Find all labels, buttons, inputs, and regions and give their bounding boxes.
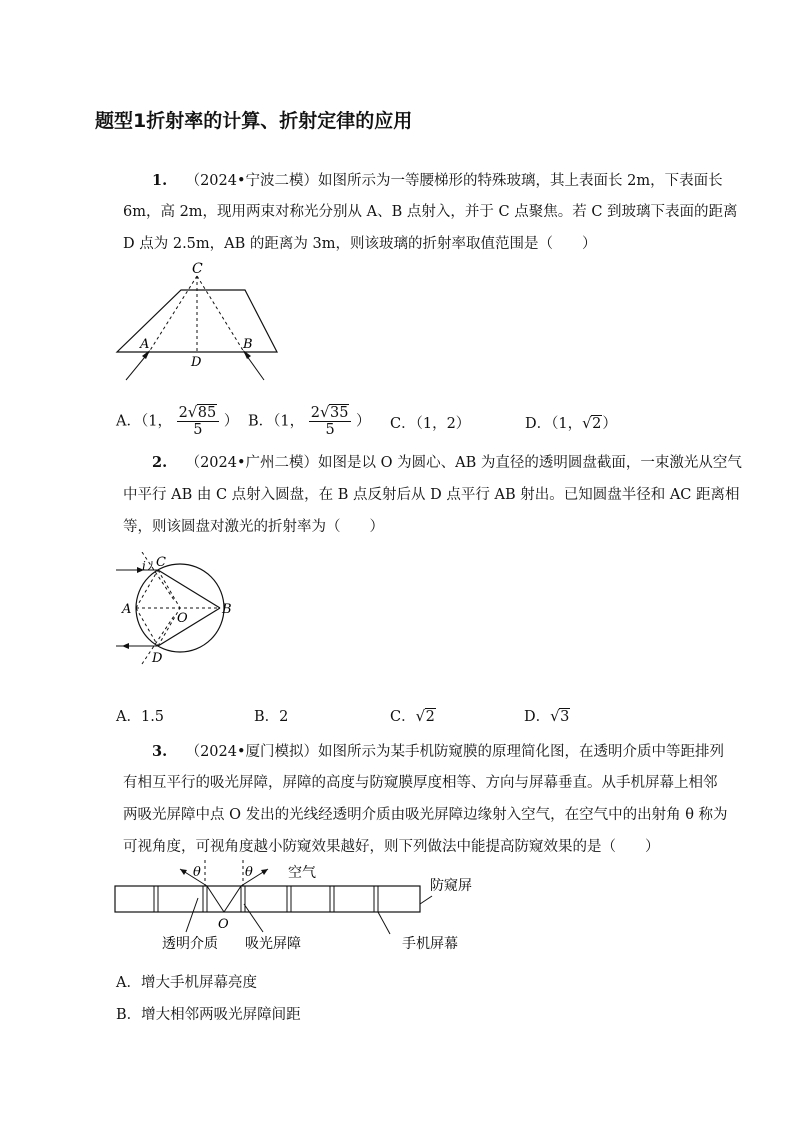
question-3-line-3: 两吸光屏障中点 O 发出的光线经透明介质由吸光屏障边缘射入空气，在空气中的出射角 θ 称为 — [123, 807, 728, 823]
q2-option-c[interactable]: C． √ 2 — [390, 707, 435, 725]
q2-d-radicand: 3 — [560, 709, 570, 725]
question-3-number: 3. — [152, 743, 168, 760]
label-o: O — [177, 611, 188, 626]
question-2-text-1: （2024•广州二模）如图是以 O 为圆心、AB 为直径的透明圆盘截面，一束激光从空气 — [185, 455, 742, 471]
medium-leader — [186, 898, 198, 932]
q1-option-a-label: A．（1， — [116, 413, 172, 430]
q2-c-radicand: 2 — [425, 709, 435, 725]
label-medium: 透明介质 — [162, 936, 218, 952]
q1-b-radicand: 35 — [329, 405, 349, 421]
radius-oc — [158, 570, 180, 608]
barrier-leader — [244, 904, 263, 932]
label-theta-left: θ — [193, 865, 201, 880]
label-o: O — [218, 917, 229, 932]
q1-option-a[interactable] — [116, 405, 238, 438]
chord-ac — [136, 570, 158, 608]
q1-b-den: 5 — [325, 422, 335, 438]
q1-option-d-close: ） — [602, 416, 617, 432]
question-1-line-1 — [152, 164, 723, 198]
screen-leader — [378, 912, 390, 934]
question-1-number: 1. — [152, 172, 168, 189]
q1-option-b-fraction: 2 √ 35 5 — [309, 405, 352, 438]
question-2-line-2: 中平行 AB 由 C 点射入圆盘，在 B 点反射后从 D 点平行 AB 射出。已知圆盘半径和 AC 距离相 — [123, 487, 740, 503]
q2-option-d-label: D． — [524, 709, 551, 725]
left-out-arrow-icon — [180, 869, 187, 875]
label-screen: 手机屏幕 — [402, 936, 458, 952]
figure-1-trapezoid — [110, 258, 290, 386]
label-film: 防窥屏 — [430, 878, 472, 894]
q1-option-b-label: B．（1， — [248, 413, 305, 430]
question-2-line-3: 等，则该圆盘对激光的折射率为（ ） — [123, 519, 384, 535]
q1-b-num: 2 — [310, 405, 320, 421]
q2-option-a[interactable]: A．1.5 — [116, 709, 165, 725]
section-title: 题型1折射率的计算、折射定律的应用 — [95, 110, 413, 132]
chord-ad — [136, 608, 158, 646]
right-ray-inside — [197, 276, 244, 352]
label-d: D — [191, 355, 202, 370]
question-3-text-1: （2024•厦门模拟）如图所示为某手机防窥膜的原理简化图，在透明介质中等距排列 — [185, 744, 725, 760]
q1-option-d[interactable]: D．（1， √ 2） — [525, 414, 617, 432]
q1-d-radicand: 2 — [592, 416, 602, 432]
q1-a-radicand: 85 — [197, 405, 217, 421]
q1-option-b-close: ） — [356, 413, 371, 430]
q3-option-b[interactable]: B．增大相邻两吸光屏障间距 — [116, 1007, 301, 1023]
label-d: D — [152, 651, 163, 666]
ray-right-inside — [224, 886, 241, 912]
q1-option-b[interactable] — [248, 405, 371, 438]
barriers — [154, 886, 378, 912]
right-out-arrow-icon — [261, 869, 268, 875]
q1-a-num: 2 — [178, 405, 188, 421]
q1-option-c[interactable]: C．（1，2） — [390, 416, 471, 432]
figure-2-disc — [112, 552, 242, 677]
film-leader — [420, 896, 432, 904]
emergent-arrow-icon — [122, 643, 129, 649]
q1-option-d-label: D．（1， — [525, 416, 583, 432]
q3-option-a[interactable]: A．增大手机屏幕亮度 — [116, 975, 257, 991]
label-air: 空气 — [288, 865, 316, 881]
question-3-line-1 — [152, 735, 724, 769]
label-c: C — [156, 555, 166, 570]
q1-option-a-fraction: 2 √ 85 5 — [177, 405, 220, 438]
question-1-text-1: （2024•宁波二模）如图所示为一等腰梯形的特殊玻璃，其上表面长 2m，下表面长 — [185, 173, 723, 189]
q2-option-d[interactable]: D． √ 3 — [524, 707, 570, 725]
question-3-line-4: 可视角度，可视角度越小防窥效果越好，则下列做法中能提高防窥效果的是（ ） — [123, 839, 660, 855]
question-2-number: 2. — [152, 454, 168, 471]
label-b: B — [222, 602, 232, 617]
label-b: B — [243, 337, 253, 352]
question-1-line-3: D 点为 2.5m，AB 的距离为 3m，则该玻璃的折射率取值范围是（ ） — [123, 236, 597, 252]
q1-a-den: 5 — [193, 422, 203, 438]
q2-option-b[interactable]: B．2 — [254, 709, 289, 725]
question-1-line-2: 6m，高 2m，现用两束对称光分别从 A、B 点射入，并于 C 点聚焦。若 C 到玻璃下表面的距离 — [123, 204, 738, 220]
question-2-line-1 — [152, 446, 742, 480]
label-c: C — [192, 261, 203, 277]
ray-left-inside — [207, 886, 224, 912]
q2-option-c-label: C． — [390, 709, 416, 725]
label-barrier: 吸光屏障 — [245, 936, 301, 952]
q1-option-a-close: ） — [223, 413, 239, 430]
label-a: A — [122, 602, 132, 617]
label-theta-right: θ — [245, 865, 253, 880]
question-3-line-2: 有相互平行的吸光屏障，屏障的高度与防窥膜厚度相等、方向与屏幕垂直。从手机屏幕上相邻 — [123, 775, 718, 791]
label-a: A — [140, 337, 150, 352]
label-i: i — [142, 559, 146, 573]
figure-3-privacy-film — [108, 856, 508, 960]
